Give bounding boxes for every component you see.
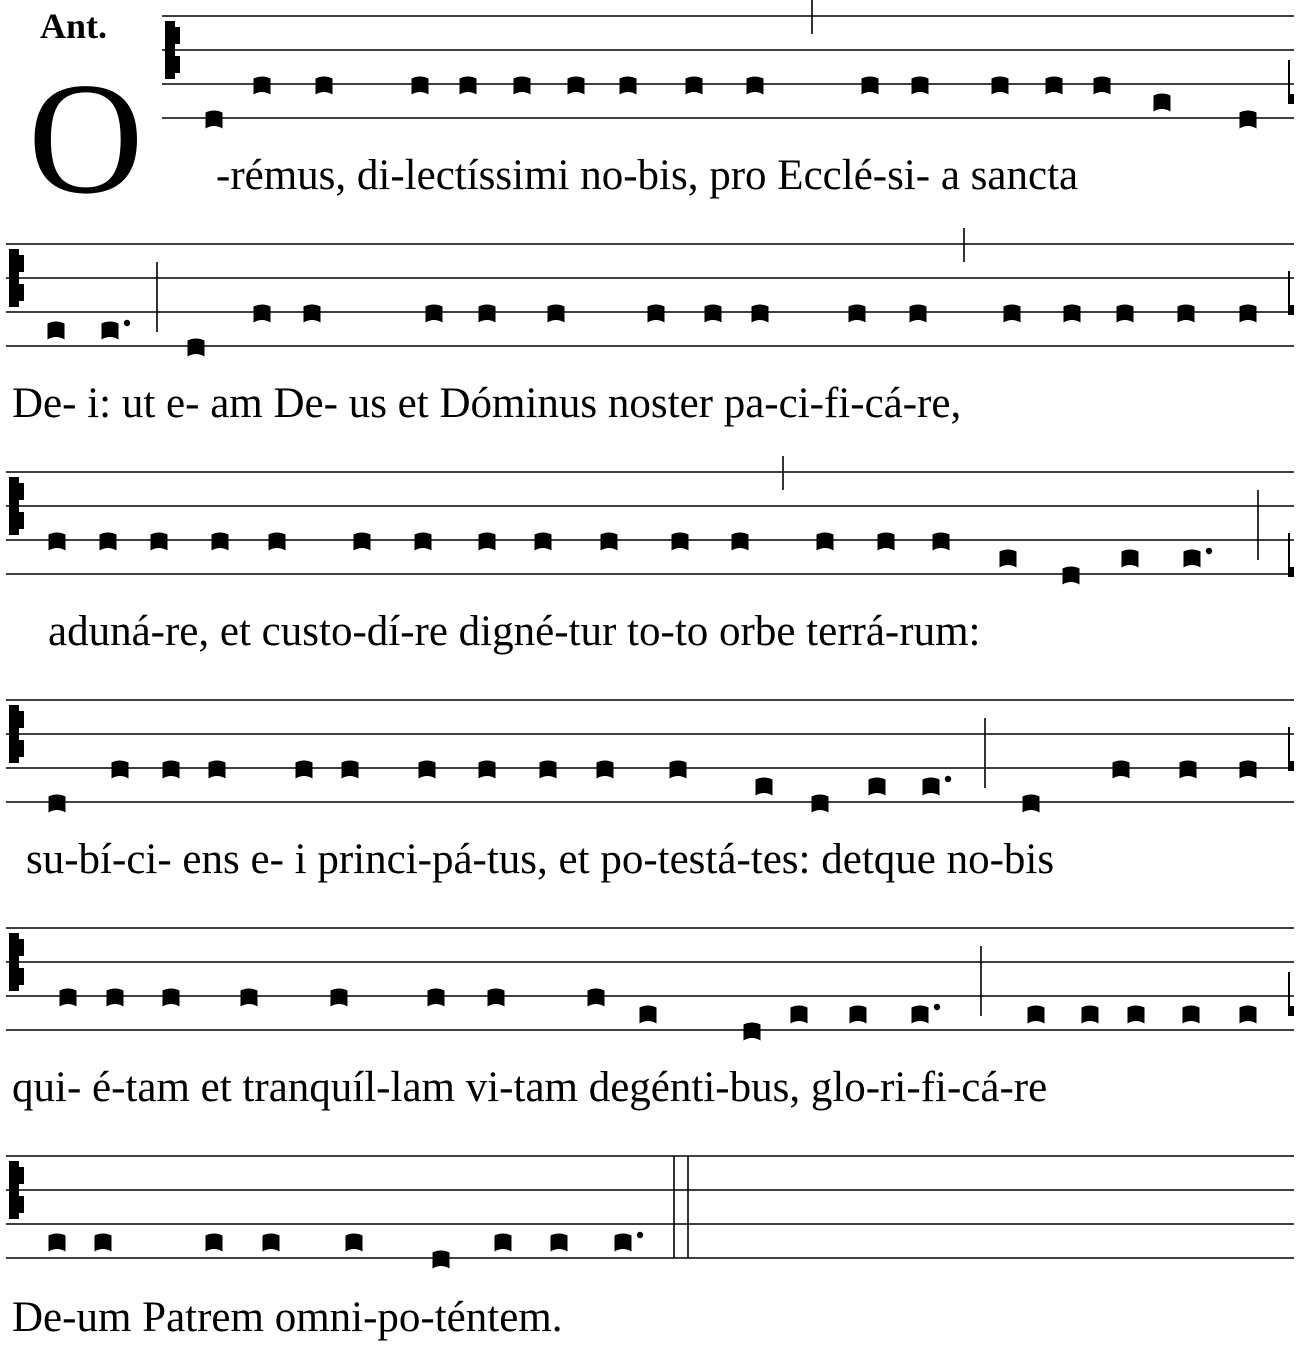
punctum <box>705 305 722 323</box>
punctum <box>620 77 637 95</box>
staff-system <box>6 228 1294 357</box>
punctum <box>756 778 773 796</box>
punctum <box>912 77 929 95</box>
punctum <box>551 1234 568 1252</box>
punctum <box>346 1234 363 1252</box>
punctum <box>212 533 229 551</box>
punctum <box>672 533 689 551</box>
punctum <box>354 533 371 551</box>
punctum <box>540 761 557 779</box>
punctum <box>428 989 445 1007</box>
punctum <box>1028 1006 1045 1024</box>
punctum <box>1064 305 1081 323</box>
lyrics-line-1: -rémus, di-lectíssimi no-bis, pro Ecclé-si- a sancta <box>216 152 1079 199</box>
punctum <box>1004 305 1021 323</box>
punctum <box>331 989 348 1007</box>
punctum <box>479 305 496 323</box>
punctum <box>316 77 333 95</box>
punctum <box>1023 795 1040 813</box>
punctum <box>209 761 226 779</box>
punctum <box>1240 761 1257 779</box>
punctum <box>1117 305 1134 323</box>
punctum <box>1184 550 1201 568</box>
punctum <box>850 1006 867 1024</box>
antiphon-label: Ant. <box>40 6 108 46</box>
punctum <box>48 322 65 340</box>
punctum <box>1000 550 1017 568</box>
punctum <box>597 761 614 779</box>
punctum <box>254 305 271 323</box>
punctum <box>817 533 834 551</box>
punctum <box>479 761 496 779</box>
punctum <box>479 533 496 551</box>
punctum <box>1094 77 1111 95</box>
punctum <box>495 1234 512 1252</box>
mora-dot <box>1206 548 1212 554</box>
staff-system <box>6 700 1294 813</box>
punctum <box>254 77 271 95</box>
punctum <box>49 795 66 813</box>
punctum <box>163 989 180 1007</box>
punctum <box>263 1234 280 1252</box>
punctum <box>49 1234 66 1252</box>
punctum <box>1180 761 1197 779</box>
mora-dot <box>945 776 951 782</box>
punctum <box>548 305 565 323</box>
punctum <box>102 322 119 340</box>
punctum <box>1122 550 1139 568</box>
mora-dot <box>637 1232 643 1238</box>
punctum <box>1113 761 1130 779</box>
mora-dot <box>934 1004 940 1010</box>
punctum <box>791 1006 808 1024</box>
punctum <box>1082 1006 1099 1024</box>
punctum <box>426 305 443 323</box>
punctum <box>60 989 77 1007</box>
punctum <box>588 989 605 1007</box>
punctum <box>992 77 1009 95</box>
punctum <box>601 533 618 551</box>
punctum <box>412 77 429 95</box>
punctum <box>206 1234 223 1252</box>
punctum <box>342 761 359 779</box>
custos <box>1288 972 1294 1016</box>
punctum <box>100 533 117 551</box>
punctum <box>862 77 879 95</box>
punctum <box>849 305 866 323</box>
punctum <box>49 533 66 551</box>
punctum <box>744 1023 761 1041</box>
custos <box>1288 60 1294 104</box>
punctum <box>112 761 129 779</box>
punctum <box>568 77 585 95</box>
punctum <box>163 761 180 779</box>
punctum <box>415 533 432 551</box>
punctum <box>514 77 531 95</box>
punctum <box>296 761 313 779</box>
punctum <box>910 305 927 323</box>
punctum <box>269 533 286 551</box>
staff-system <box>6 1156 1294 1269</box>
punctum <box>1046 77 1063 95</box>
punctum <box>151 533 168 551</box>
punctum <box>912 1006 929 1024</box>
punctum <box>241 989 258 1007</box>
punctum <box>747 77 764 95</box>
staff-system <box>6 456 1294 585</box>
punctum <box>419 761 436 779</box>
punctum <box>460 77 477 95</box>
initial-letter: O <box>28 49 144 227</box>
punctum <box>1240 305 1257 323</box>
punctum <box>1128 1006 1145 1024</box>
punctum <box>878 533 895 551</box>
mora-dot <box>124 320 130 326</box>
punctum <box>732 533 749 551</box>
punctum <box>686 77 703 95</box>
punctum <box>1183 1006 1200 1024</box>
lyrics-line-6: De-um Patrem omni-po-téntem. <box>12 1294 563 1341</box>
staff-system <box>6 928 1294 1041</box>
punctum <box>812 795 829 813</box>
punctum <box>95 1234 112 1252</box>
lyrics-line-3: aduná-re, et custo-dí-re digné-tur to-to orbe terrá-rum: <box>48 608 981 655</box>
punctum <box>1178 305 1195 323</box>
punctum <box>1240 1006 1257 1024</box>
punctum <box>188 339 205 357</box>
punctum <box>869 778 886 796</box>
punctum <box>923 778 940 796</box>
lyrics-line-4: su-bí-ci- ens e- i princi-pá-tus, et po-testá-tes: detque no-bis <box>26 836 1055 883</box>
punctum <box>933 533 950 551</box>
punctum <box>640 1006 657 1024</box>
lyrics-line-2: De- i: ut e- am De- us et Dóminus noster pa-ci-fi-cá-re, <box>12 380 962 427</box>
staff-system <box>162 0 1294 129</box>
punctum <box>1154 94 1171 112</box>
punctum <box>752 305 769 323</box>
punctum <box>535 533 552 551</box>
punctum <box>304 305 321 323</box>
punctum <box>648 305 665 323</box>
lyrics-line-5: qui- é-tam et tranquíl-lam vi-tam degénti-bus, glo-ri-fi-cá-re <box>12 1064 1048 1111</box>
punctum <box>1063 567 1080 585</box>
punctum <box>107 989 124 1007</box>
punctum <box>488 989 505 1007</box>
punctum <box>206 111 223 129</box>
punctum <box>615 1234 632 1252</box>
punctum <box>1240 111 1257 129</box>
punctum <box>433 1251 450 1269</box>
punctum <box>670 761 687 779</box>
